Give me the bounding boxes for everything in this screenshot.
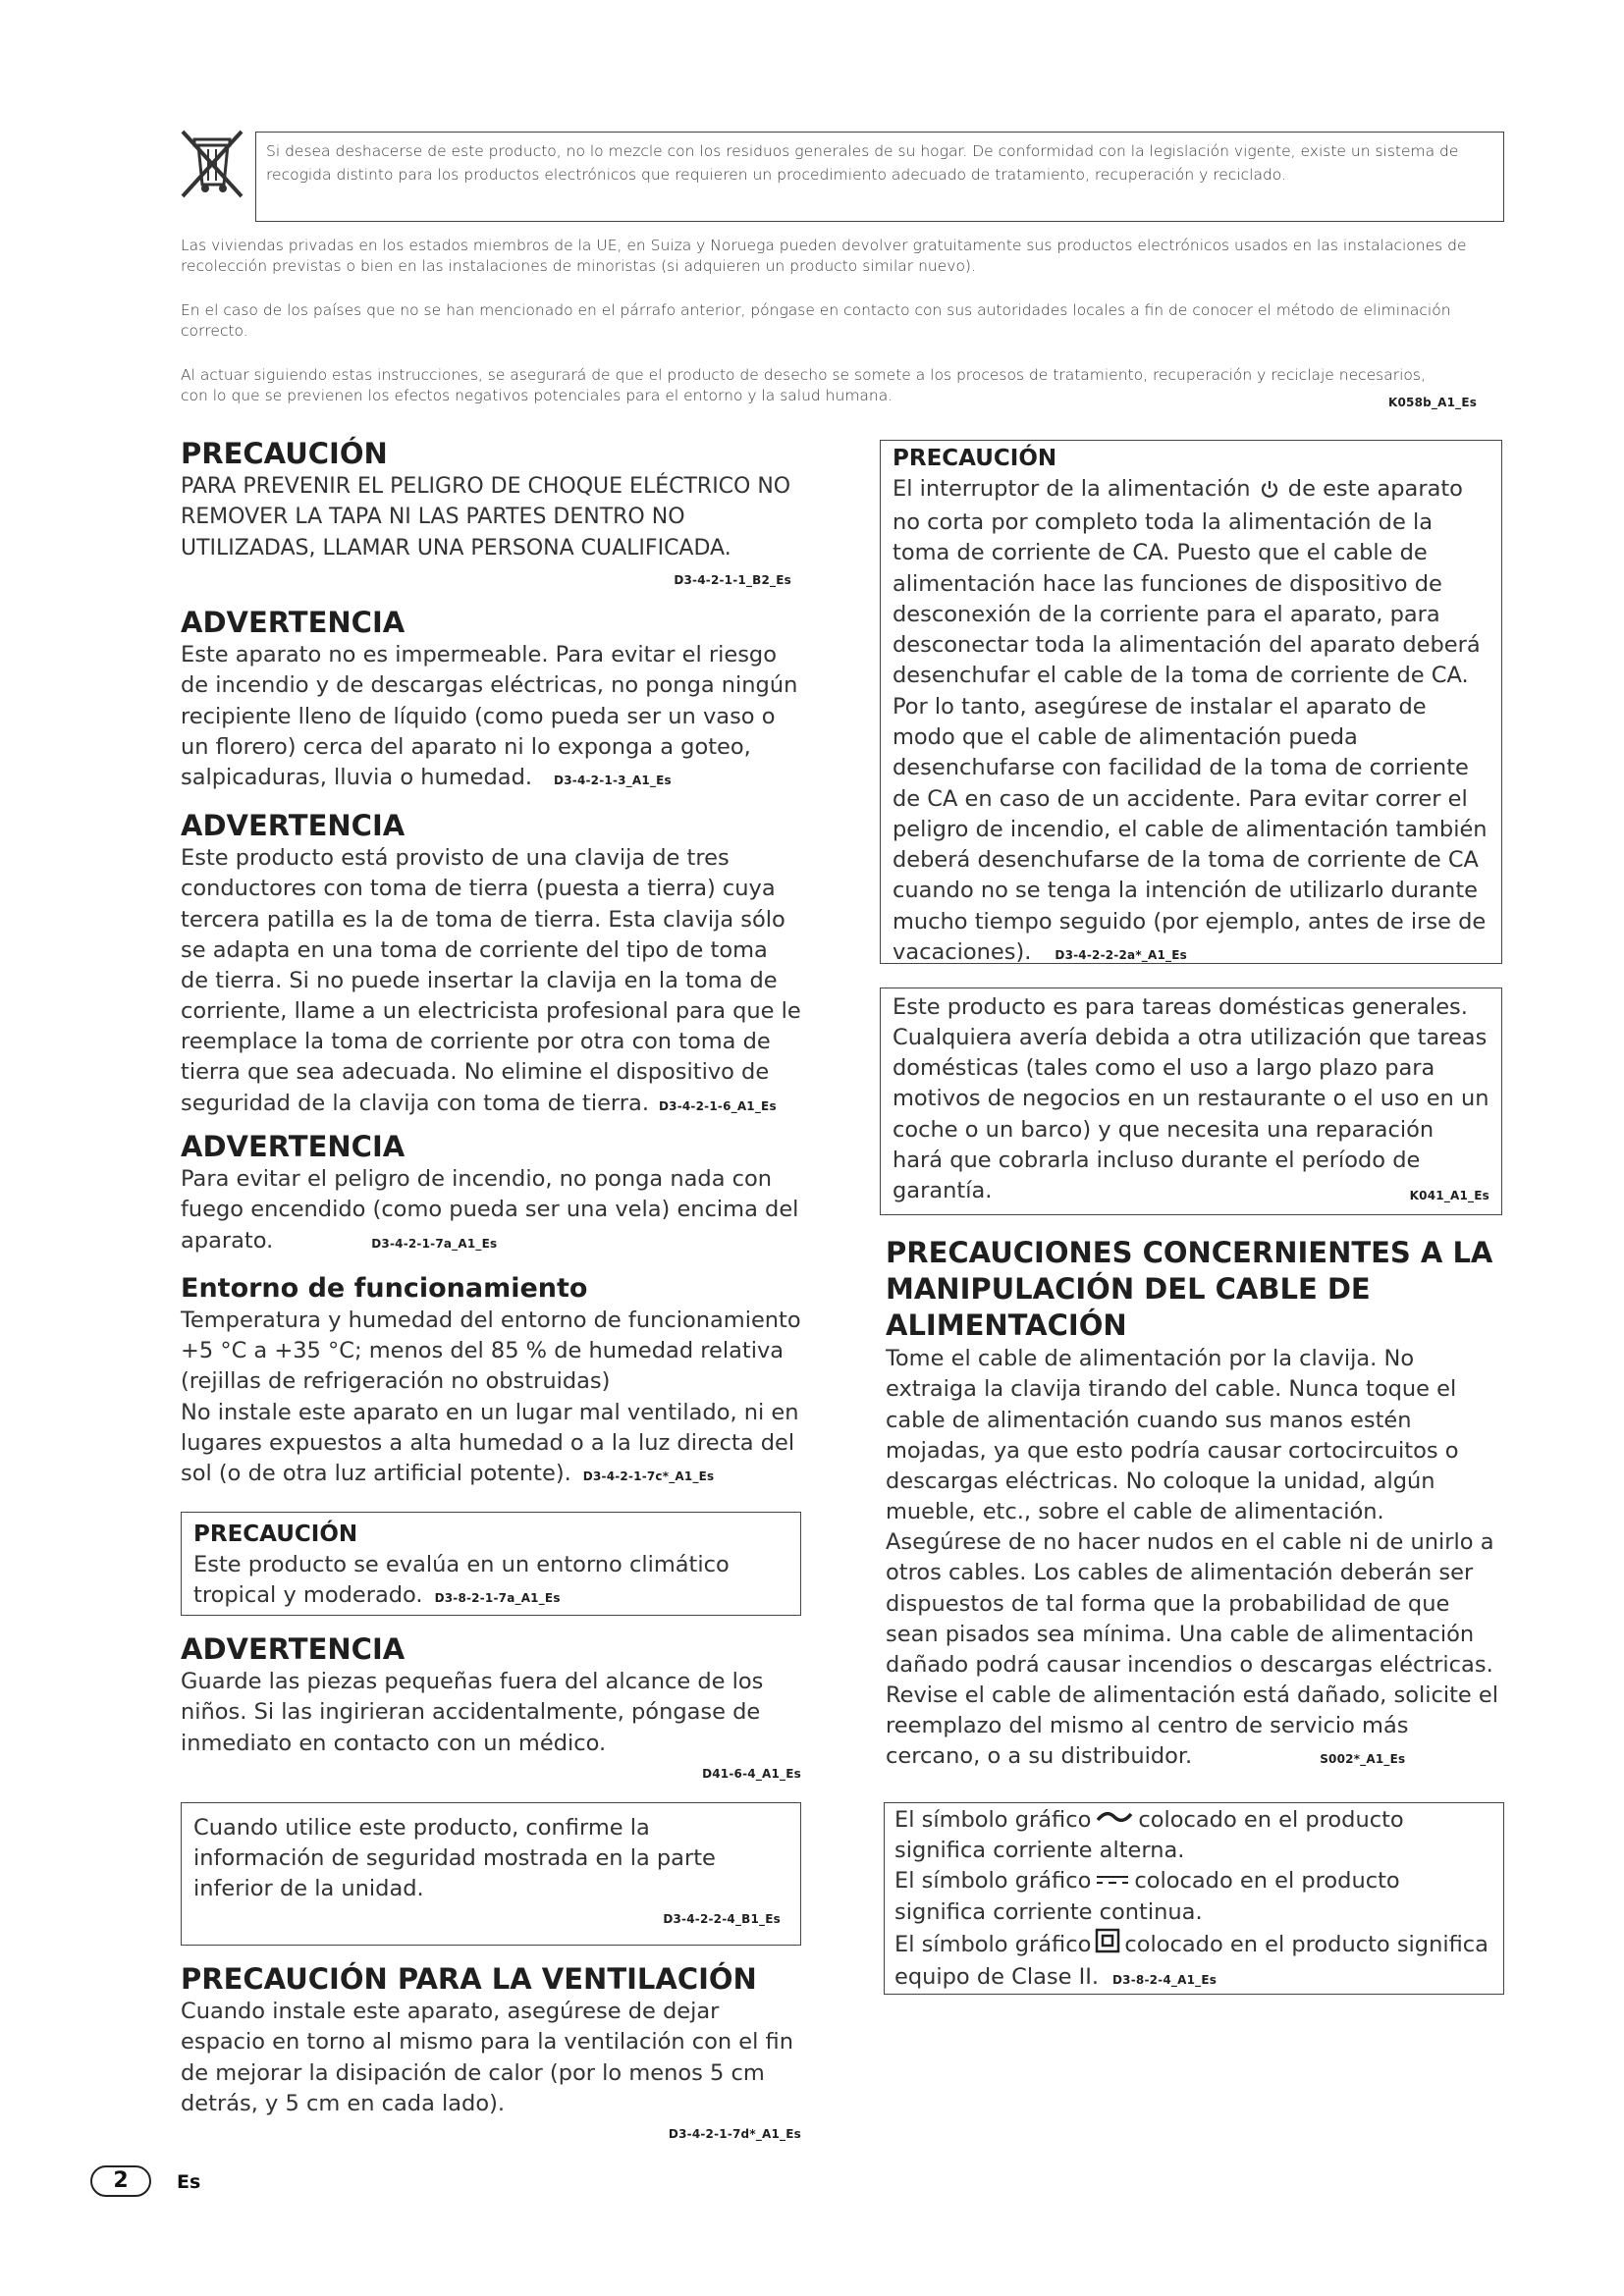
dc-symbol-icon — [1095, 1866, 1130, 1896]
section-title: ADVERTENCIA — [181, 606, 406, 639]
box-precaucion-clima — [181, 1512, 801, 1616]
symbol-text-1a: El símbolo gráfico — [894, 1807, 1092, 1834]
section-text: Cuando utilice este producto, confirme la información de seguridad mostrada en la parte inferior de la unidad. — [193, 1815, 716, 1902]
section-code: D3-4-2-1-7c*_A1_Es — [582, 1468, 715, 1483]
weee-icon — [179, 128, 247, 200]
section-text: PARA PREVENIR EL PELIGRO DE CHOQUE ELÉCTRICO NO REMOVER LA TAPA NI LAS PARTES DENTRO NO UTILIZADAS, LLAMAR UNA PERSONA CUALIFICADA. — [181, 474, 791, 561]
section-title: Entorno de funcionamiento — [181, 1273, 588, 1304]
section-title: PRECAUCIONES CONCERNIENTES A LA MANIPULACIÓN DEL CABLE DE ALIMENTACIÓN — [886, 1236, 1493, 1343]
page-number: 2 — [90, 2165, 151, 2197]
section-title: ADVERTENCIA — [181, 1130, 406, 1163]
section-text-2: No instale este aparato en un lugar mal ventilado, ni en lugares expuestos a alta humedad o a la luz directa del sol (o de otra luz artificial potente). — [181, 1399, 799, 1486]
box-uso-domestico — [880, 988, 1502, 1215]
section-text: Para evitar el peligro de incendio, no ponga nada con fuego encendido (como pueda ser una vela) encima del aparato. — [181, 1166, 799, 1254]
section-code: S002*_A1_Es — [1320, 1752, 1406, 1767]
symbol-text-1b: colocado en el producto significa corriente alterna. — [894, 1807, 1404, 1864]
section-precaucion-1 — [181, 436, 801, 587]
box-info-seguridad — [181, 1802, 801, 1946]
language-code: Es — [177, 2171, 201, 2193]
section-title: ADVERTENCIA — [181, 809, 406, 842]
symbol-text-2a: El símbolo gráfico — [894, 1868, 1092, 1895]
section-advertencia-1 — [181, 605, 801, 793]
section-text: Guarde las piezas pequeñas fuera del alcance de los niños. Si las ingirieran accidentalmente, póngase de inmediato en contacto con un médico. — [181, 1669, 764, 1756]
section-ventilacion — [181, 1961, 801, 2141]
section-advertencia-3 — [181, 1129, 801, 1256]
box-simbolos — [884, 1802, 1504, 1995]
section-entorno — [181, 1271, 801, 1489]
section-code: D3-8-2-1-7a_A1_Es — [434, 1591, 561, 1606]
section-code: D3-4-2-2-2a*_A1_Es — [1055, 947, 1187, 962]
section-advertencia-4 — [181, 1631, 801, 1781]
weee-paragraph-3: Al actuar siguiendo estas instrucciones, se asegurará de que el producto de desecho se somete a los procesos de tratamiento, recuperación y reciclaje necesarios, con lo que se previenen los efectos negativos potenciales para el entorno y la salud humana. — [181, 366, 1426, 404]
section-code: D3-4-2-1-3_A1_Es — [554, 773, 672, 787]
section-code: D3-4-2-1-7a_A1_Es — [371, 1236, 498, 1251]
section-code: D3-4-2-1-6_A1_Es — [658, 1098, 777, 1113]
weee-notice-box — [255, 132, 1504, 222]
box-precaucion-alimentacion — [880, 440, 1502, 964]
weee-notice: Si desea deshacerse de este producto, no lo mezcle con los residuos generales de su hogar. De conformidad con la legislación vigente, existe un sistema de recogida distinto para los productos electrónicos que requieren un procedimiento adecuado de tratamiento, recuperación y reciclado. — [266, 142, 1459, 185]
power-icon — [1260, 477, 1279, 507]
section-text: Este producto se evalúa en un entorno climático tropical y moderado. — [193, 1551, 730, 1609]
section-text-b: de este aparato no corta por completo toda la alimentación de la toma de corriente de CA. Puesto que el cable de alimentación hace las funciones de dispositivo de desconexión de la corriente para el aparato, para desconectar toda la alimentación del aparato deberá desenchufar el cable de la toma de corriente de CA. Por lo tanto, asegúrese de instalar el aparato de modo que el cable de alimentación pueda desenchufarse con facilidad de la toma de corriente de CA en caso de un accidente. Para evitar correr el peligro de incendio, el cable de alimentación también deberá desenchufarse de la toma de corriente de CA cuando no se tenga la intención de utilizarlo durante mucho tiempo seguido (por ejemplo, antes de irse de vacaciones). — [893, 475, 1488, 965]
weee-code: K058b_A1_Es — [1388, 396, 1478, 409]
section-cable-alimentacion — [886, 1235, 1504, 1773]
section-code: D3-4-2-1-1_B2_Es — [674, 572, 791, 587]
section-title: PRECAUCIÓN — [893, 446, 1057, 471]
section-code: D3-8-2-4_A1_Es — [1112, 1972, 1218, 1987]
weee-paragraph-2: En el caso de los países que no se han mencionado en el párrafo anterior, póngase en contacto con sus autoridades locales a fin de conocer el método de eliminación correcto. — [181, 301, 1451, 340]
section-title: PRECAUCIÓN — [193, 1522, 358, 1547]
section-advertencia-2 — [181, 808, 801, 1119]
symbol-text-2b: colocado en el producto significa corriente continua. — [894, 1868, 1400, 1925]
section-text-a: El interruptor de la alimentación — [893, 475, 1251, 502]
weee-paragraph-1: Las viviendas privadas en los estados miembros de la UE, en Suiza y Noruega pueden devolver gratuitamente sus productos electrónicos usados en las instalaciones de recolección previstas o bien en las instalaciones de minoristas (si adquieren un producto similar nuevo). — [181, 237, 1467, 275]
section-title: PRECAUCIÓN PARA LA VENTILACIÓN — [181, 1962, 757, 1996]
class-ii-symbol-icon — [1095, 1928, 1120, 1962]
section-code: D3-4-2-2-4_B1_Es — [663, 1912, 781, 1927]
section-text: Cuando instale este aparato, asegúrese de dejar espacio en torno al mismo para la ventilación con el fin de mejorar la disipación de calor (por lo menos 5 cm detrás, y 5 cm en cada lado). — [181, 1999, 793, 2116]
ac-symbol-icon — [1095, 1805, 1134, 1836]
section-title: ADVERTENCIA — [181, 1632, 406, 1666]
section-title: PRECAUCIÓN — [181, 437, 388, 470]
section-text-1: Temperatura y humedad del entorno de funcionamiento +5 °C a +35 °C; menos del 85 % de humedad relativa (rejillas de refrigeración no obstruidas) — [181, 1308, 801, 1395]
section-code: D41-6-4_A1_Es — [702, 1766, 801, 1781]
section-code: K041_A1_Es — [1409, 1188, 1489, 1202]
section-text: Este aparato no es impermeable. Para evitar el riesgo de incendio y de descargas eléctricas, no ponga ningún recipiente lleno de líquido (como pueda ser un vaso o un florero) cerca del aparato ni lo exponga a goteo, salpicaduras, lluvia o humedad. — [181, 642, 798, 790]
section-text: Tome el cable de alimentación por la clavija. No extraiga la clavija tirando del cable. Nunca toque el cable de alimentación cuando sus manos estén mojadas, ya que esto podría causar cortocircuitos o descargas eléctricas. No coloque la unidad, algún mueble, etc., sobre el cable de alimentación. Asegúrese de no hacer nudos en el cable ni de unirlo a otros cables. Los cables de alimentación deberán ser dispuestos de tal forma que la probabilidad de que sean pisados sea mínima. Una cable de alimentación dañado podrá causar incendios o descargas eléctricas. Revise el cable de alimentación está dañado, solicite el reemplazo del mismo al centro de servicio más cercano, o a su distribuidor. — [886, 1346, 1499, 1770]
section-text: Este producto está provisto de una clavija de tres conductores con toma de tierra (puesta a tierra) cuya tercera patilla es la de toma de tierra. Esta clavija sólo se adapta en una toma de corriente del tipo de toma de tierra. Si no puede insertar la clavija en la toma de corriente, llame a un electricista profesional para que le reemplace la toma de corriente por otra con toma de tierra que sea adecuada. No elimine el dispositivo de seguridad de la clavija con toma de tierra. — [181, 845, 801, 1116]
symbol-text-3a: El símbolo gráfico — [894, 1931, 1092, 1957]
section-code: D3-4-2-1-7d*_A1_Es — [668, 2126, 801, 2141]
symbol-text-3b: colocado en el producto significa equipo de Clase II. — [894, 1931, 1489, 1990]
section-text: Este producto es para tareas domésticas generales. Cualquiera avería debida a otra utilización que tareas domésticas (tales como el uso a largo plazo para motivos de negocios en un restaurante o el uso en un coche o un barco) y que necesita una reparación hará que cobrarla incluso durante el período de garantía. — [893, 994, 1489, 1203]
